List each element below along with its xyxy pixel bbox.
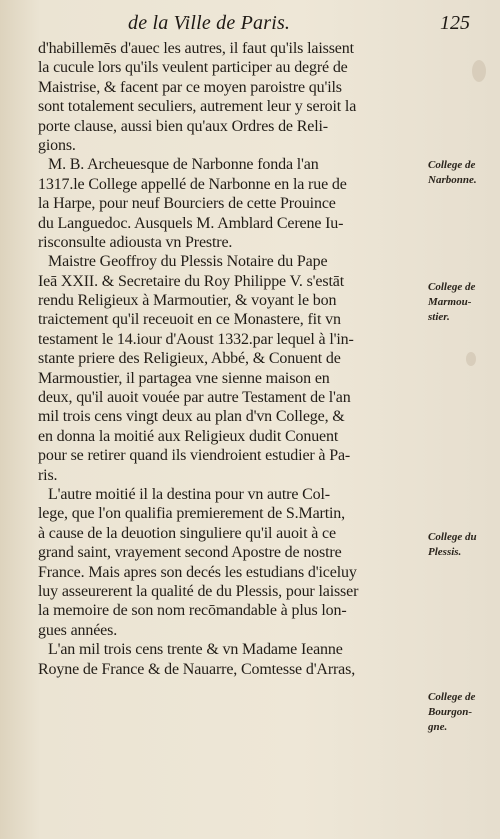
margin-note-line: College du — [428, 531, 477, 543]
text-line: L'autre moitié il la destina pour vn autre Col- — [48, 485, 330, 503]
paper-stain — [466, 352, 476, 366]
margin-note-line: Marmou- — [428, 296, 472, 308]
margin-note-line: Bourgon- — [428, 706, 473, 718]
text-line: Marmoustier, il partagea vne sienne maison en — [38, 369, 330, 387]
margin-note-line: College de — [428, 159, 476, 171]
margin-note-marmoustier — [428, 280, 475, 325]
text-line: grand saint, vrayement second Apostre de nostre — [38, 544, 342, 562]
text-line: en donna la moitié aux Religieux dudit Conuent — [38, 427, 339, 445]
text-line: mil trois cens vingt deux au plan d'vn College, & — [38, 408, 345, 426]
text-line: risconsulte adiousta vn Prestre. — [38, 233, 233, 251]
text-line: stante priere des Religieux, Abbé, & Conuent de — [38, 350, 341, 368]
margin-note-plessis — [428, 530, 477, 560]
text-line: Maistrise, & facent par ce moyen paroistre qu'ils — [38, 78, 342, 96]
margin-note-line: College de — [428, 691, 476, 703]
text-line: Royne de France & de Nauarre, Comtesse d'Arras, — [38, 660, 356, 678]
text-line: lege, que l'on qualifia premierement de S.Martin, — [38, 505, 345, 523]
text-line: la cucule lors qu'ils veulent participer au degré de — [38, 59, 348, 77]
running-head: de la Ville de Paris. — [128, 12, 291, 34]
text-line: luy asseurerent la qualité de du Plessis, pour laisser — [38, 582, 359, 600]
text-line: sont totalement seculiers, autrement leur y seroit la — [38, 98, 357, 116]
margin-note-line: Narbonne. — [428, 174, 477, 186]
margin-note-line: Plessis. — [428, 546, 462, 558]
text-line: porte clause, aussi bien qu'aux Ordres de Reli- — [38, 117, 328, 135]
text-line: L'an mil trois cens trente & vn Madame Ieanne — [48, 641, 343, 659]
paper-stain — [472, 60, 486, 82]
text-line: deux, qu'il auoit vouée par autre Testament de l'an — [38, 389, 351, 407]
body-text — [38, 39, 424, 679]
margin-note-line: gne. — [428, 721, 448, 733]
text-line: du Languedoc. Ausquels M. Amblard Cerene Iu- — [38, 214, 344, 232]
text-line: ris. — [38, 466, 58, 484]
text-line: Ieā XXII. & Secretaire du Roy Philippe V. s'estāt — [38, 272, 344, 290]
text-line: rendu Religieux à Marmoutier, & voyant le bon — [38, 292, 337, 310]
text-line: gions. — [38, 136, 76, 154]
text-line: M. B. Archeuesque de Narbonne fonda l'an — [48, 156, 319, 174]
text-line: testament le 14.iour d'Aoust 1332.par lequel à l'in- — [38, 330, 354, 348]
margin-note-narbonne — [428, 158, 477, 188]
page-number: 125 — [440, 12, 470, 34]
text-line: 1317.le College appellé de Narbonne en la rue de — [38, 175, 347, 193]
margin-note-line: stier. — [428, 311, 450, 323]
text-line: Maistre Geoffroy du Plessis Notaire du Pape — [48, 253, 328, 271]
text-line: France. Mais apres son decés les estudians d'iceluy — [38, 563, 357, 581]
text-line: traictement qu'il receuoit en ce Monastere, fit vn — [38, 311, 341, 329]
text-line: la memoire de son nom recōmandable à plus lon- — [38, 602, 347, 620]
text-line: d'habillemēs d'auec les autres, il faut qu'ils laissent — [38, 40, 354, 57]
text-line: pour se retirer quand ils viendroient estudier à Pa- — [38, 447, 351, 465]
margin-note-bourgogne — [428, 690, 475, 735]
text-line: à cause de la deuotion singuliere qu'il auoit à ce — [38, 524, 336, 542]
text-line: gues années. — [38, 621, 118, 639]
margin-note-line: College de — [428, 281, 476, 293]
text-line: la Harpe, pour neuf Bourciers de cette Prouince — [38, 195, 336, 213]
